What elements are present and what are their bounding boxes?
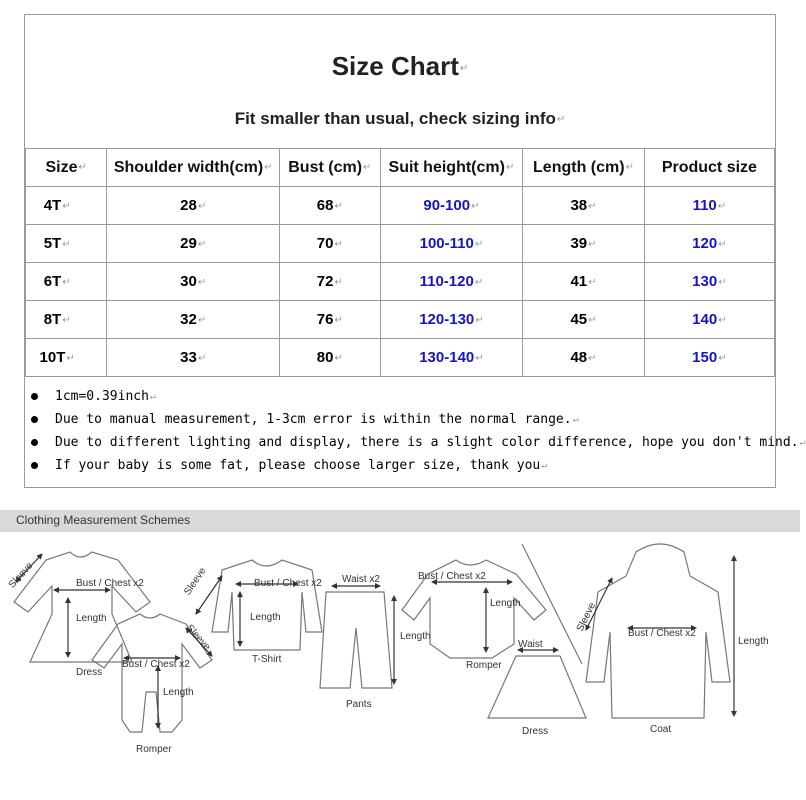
notes-list [25, 385, 806, 477]
note-item: 1cm=0.39inch↵ [25, 385, 806, 408]
label-sleeve-tshirt: Sleeve [182, 565, 209, 598]
cell-bust: 70↵ [280, 225, 381, 263]
label-length-coat: Length [738, 636, 769, 647]
cell-size: 8T↵ [26, 301, 107, 339]
skirt-diagram [488, 544, 586, 718]
size-chart-subtitle: Fit smaller than usual, check sizing info↵ [234, 109, 566, 128]
size-chart-panel [24, 14, 806, 488]
cell-shoulder-width: 28↵ [107, 187, 280, 225]
table-row [26, 187, 775, 225]
label-tshirt: T-Shirt [252, 654, 282, 665]
label-romper-middle: Romper [466, 660, 502, 671]
cell-suit-height: 100-110↵ [380, 225, 523, 263]
cell-bust: 80↵ [280, 339, 381, 377]
measurement-diagrams [0, 532, 800, 800]
cell-shoulder-width: 32↵ [107, 301, 280, 339]
table-row [26, 301, 775, 339]
pants-diagram [320, 586, 394, 688]
label-length-tshirt: Length [250, 612, 281, 623]
note-item: If your baby is some fat, please choose larger size, thank you↵ [25, 454, 806, 477]
cell-suit-height: 120-130↵ [380, 301, 523, 339]
cell-suit-height: 110-120↵ [380, 263, 523, 301]
cell-length: 39↵ [523, 225, 645, 263]
cell-suit-height: 130-140↵ [380, 339, 523, 377]
measurement-scheme-header [0, 510, 800, 532]
label-waist-skirt: Waist [518, 639, 543, 650]
label-romper-left: Romper [136, 744, 172, 755]
cell-size: 5T↵ [26, 225, 107, 263]
label-coat: Coat [650, 724, 672, 735]
label-length-romper-middle: Length [490, 598, 521, 609]
cell-shoulder-width: 33↵ [107, 339, 280, 377]
cell-bust: 72↵ [280, 263, 381, 301]
header-length: Length (cm)↵ [523, 149, 645, 187]
cell-size: 10T↵ [26, 339, 107, 377]
header-suit-height: Suit height(cm)↵ [380, 149, 523, 187]
label-bust-romper: Bust / Chest x2 [122, 659, 190, 670]
label-waist-pants: Waist x2 [342, 574, 380, 585]
label-dress: Dress [76, 667, 103, 678]
header-bust: Bust (cm)↵ [280, 149, 381, 187]
cell-shoulder-width: 30↵ [107, 263, 280, 301]
label-bust-dress: Bust / Chest x2 [76, 578, 144, 589]
cell-product-size: 140↵ [644, 301, 774, 339]
header-product-size: Product size [644, 149, 774, 187]
header-shoulder-width: Shoulder width(cm)↵ [107, 149, 280, 187]
cell-length: 45↵ [523, 301, 645, 339]
table-header-row [26, 149, 775, 187]
table-row [26, 263, 775, 301]
label-sleeve-dress: Sleeve [6, 560, 36, 591]
label-length-romper: Length [163, 687, 194, 698]
cell-size: 4T↵ [26, 187, 107, 225]
label-pants: Pants [346, 699, 372, 710]
measurement-scheme-title: Clothing Measurement Schemes [16, 513, 191, 527]
cell-length: 38↵ [523, 187, 645, 225]
label-dress-skirt: Dress [522, 726, 549, 737]
cell-product-size: 130↵ [644, 263, 774, 301]
cell-product-size: 150↵ [644, 339, 774, 377]
header-size: Size↵ [26, 149, 107, 187]
note-item: Due to manual measurement, 1-3cm error is within the normal range.↵ [25, 408, 806, 431]
size-table [25, 148, 775, 377]
tshirt-diagram [196, 560, 322, 650]
label-length-dress: Length [76, 613, 107, 624]
size-chart-title: Size Chart↵ [331, 51, 469, 81]
label-bust-coat: Bust / Chest x2 [628, 628, 696, 639]
label-length-pants: Length [400, 631, 431, 642]
note-item: Due to different lighting and display, there is a slight color difference, hope you don't mind.↵ [25, 431, 806, 454]
label-sleeve-romper: Sleeve [183, 622, 213, 653]
label-bust-romper-middle: Bust / Chest x2 [418, 571, 486, 582]
cell-suit-height: 90-100↵ [380, 187, 523, 225]
label-bust-tshirt: Bust / Chest x2 [254, 578, 322, 589]
cell-shoulder-width: 29↵ [107, 225, 280, 263]
table-row [26, 339, 775, 377]
cell-bust: 76↵ [280, 301, 381, 339]
cell-length: 48↵ [523, 339, 645, 377]
label-sleeve-coat: Sleeve [574, 601, 599, 634]
cell-product-size: 120↵ [644, 225, 774, 263]
table-row [26, 225, 775, 263]
cell-length: 41↵ [523, 263, 645, 301]
cell-product-size: 110↵ [644, 187, 774, 225]
cell-size: 6T↵ [26, 263, 107, 301]
cell-bust: 68↵ [280, 187, 381, 225]
